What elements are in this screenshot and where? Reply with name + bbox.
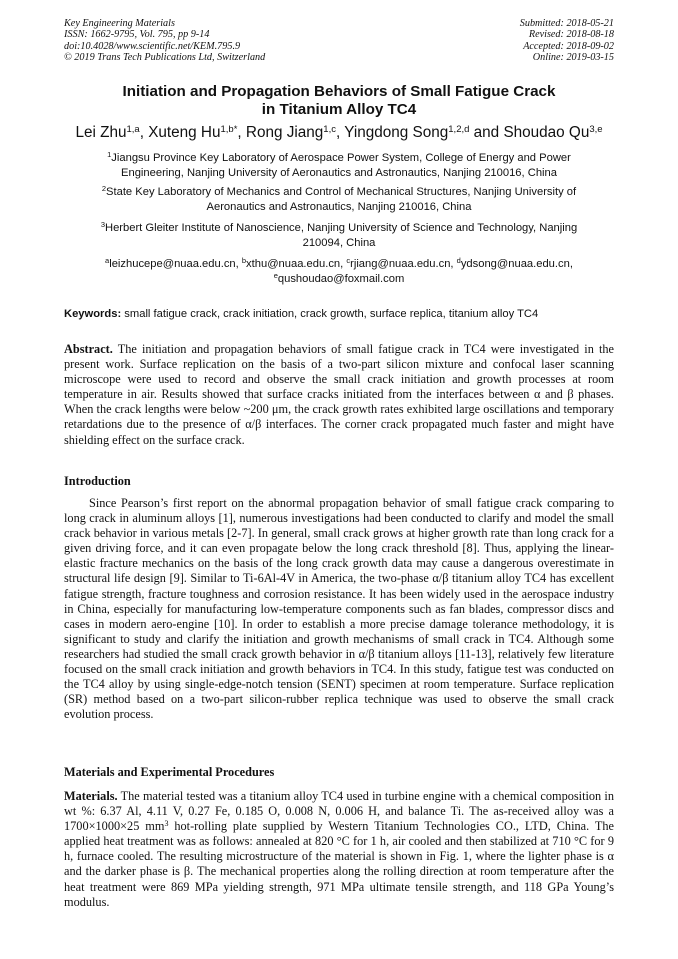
affiliation-line: Engineering, Nanjing University of Aeronautics and Astronautics, Nanjing 210016, China [121, 167, 557, 179]
author-affiliation-mark: 1,c [323, 124, 336, 135]
author-separator: and [469, 124, 504, 141]
journal-name: Key Engineering Materials [64, 18, 175, 29]
affiliation-line: Herbert Gleiter Institute of Nanoscience, Nanjing University of Science and Technology, Nanjing [104, 222, 578, 234]
author-affiliation-mark: 1,a [126, 124, 140, 135]
journal-copyright: © 2019 Trans Tech Publications Ltd, Switzerland [64, 52, 266, 64]
journal-info [64, 18, 265, 64]
email-address[interactable]: ydsong@nuaa.edu.cn, [460, 258, 573, 270]
materials-paragraph [64, 789, 614, 910]
introduction-paragraph: Since Pearson’s first report on the abnormal propagation behavior of small fatigue crack comparing to long crack in aluminum alloys [1], numerous investigations had been conducted to clarify and model the small crack behavior in various metals [2-7]. In general, small crack grows at higher growth rate than long crack for a given driving force, and it can even propagate below the long crack threshold [8]. Thus, applying the linear-elastic fracture mechanics on the basis of the long crack growth data may cause a dangerous overestimate in structural life design [9]. Similar to Ti-6Al-4V in America, the two-phase α/β titanium alloy TC4 has excellent fatigue strength, fracture toughness and corrosion resistance. It has been widely used in the aerospace industry in China, especially for manufacturing low-temperature components such as fan blades, compressor discs and cases in modern aero-engine [10]. In order to establish a more precise damage tolerance methodology, it is significant to study and clarify the initiation and growth mechanisms of small crack in TC4. Although some researchers had studied the small crack growth behavior in α/β titanium alloys [11-13], relatively few literature focused on the small crack initiation and growth behaviors in TC4. In this study, fatigue test was conducted on the TC4 alloy by using single-edge-notch tension (SENT) specimen at room temperature. Surface replication (SR) method based on a two-part silicon-rubber replica technique was used to observe the small crack evolution process. [64, 496, 614, 722]
journal-issn: ISSN: 1662-9795, Vol. 795, pp 9-14 [64, 29, 210, 41]
abstract-text: The initiation and propagation behaviors of small fatigue crack in TC4 were investigated in the present work. Surface replication on the basis of a two-part silicon mixture and confocal laser scanning microscope were used to record and observe the small crack initiation and growth processes at room temperature in air. Results showed that surface cracks initiated from the interfaces between α and β phases. When the crack lengths were below ~200 μm, the crack growth rates exhibited large oscillations and temporary retardations due to the presence of α/β interfaces. The corner crack propagated much faster and might have shielding effect on the surface crack. [64, 342, 614, 447]
affiliation-number: 3 [100, 220, 105, 229]
author-separator: , [139, 124, 149, 141]
materials-text: The material tested was a titanium alloy TC4 used in turbine engine with a chemical composition in wt %: 6.37 Al, 4.11 V, 0.27 Fe, 0.185 O, 0.008 N, 0.006 H, and balance Ti. The as-received alloy was a 1700×1000×25 mm [64, 789, 614, 834]
materials-label: Materials. [64, 789, 118, 803]
affiliation-line: State Key Laboratory of Mechanics and Control of Mechanical Structures, Nanjing University of [106, 186, 577, 198]
affiliation-3 [64, 221, 614, 251]
title-line: in Titanium Alloy TC4 [261, 101, 417, 118]
affiliation-line: Aeronautics and Astronautics, Nanjing 210016, China [206, 201, 472, 213]
submission-dates [520, 18, 614, 64]
email-address[interactable]: rjiang@nuaa.edu.cn, [350, 258, 457, 270]
author-separator: , [237, 124, 246, 141]
email-address[interactable]: xthu@nuaa.edu.cn, [246, 258, 347, 270]
affiliation-2 [64, 185, 614, 215]
email-mark: e [273, 271, 278, 280]
email-mark: a [105, 256, 110, 265]
affiliation-1 [64, 151, 614, 181]
date-accepted: Accepted: 2018-09-02 [523, 40, 614, 52]
email-address[interactable]: leizhucepe@nuaa.edu.cn, [109, 258, 242, 270]
unit-superscript: 3 [164, 819, 169, 829]
abstract [64, 342, 614, 448]
author-name: Shoudao Qu [503, 124, 590, 141]
affiliation-line: 210094, China [302, 237, 376, 249]
journal-doi: doi:10.4028/www.scientific.net/KEM.795.9 [64, 40, 241, 52]
affiliation-number: 1 [107, 150, 112, 159]
author-list [40, 124, 638, 142]
author-separator: , [335, 124, 345, 141]
materials-heading: Materials and Experimental Procedures [64, 765, 275, 779]
paper-title [64, 83, 614, 119]
affiliation-number: 2 [101, 184, 107, 193]
keywords-label: Keywords: [64, 308, 122, 320]
keywords [64, 307, 614, 322]
keywords-text: small fatigue crack, crack initiation, crack growth, surface replica, titanium alloy TC4 [121, 308, 539, 320]
materials-text: hot-rolling plate supplied by Western Titanium Technologies CO., LTD, China. The applied heat treatment was as follows: annealed at 820 °C for 1 h, air cooled and then stabilized at 710 °C for 9 h, furnace cooled. The resulting microstructure of the material is shown in Fig. 1, where the lighter phase is α and the darker phase is β. The mechanical properties along the rolling direction at room temperature after the heat treatment were 869 MPa yielding strength, 971 MPa ultimate tensile strength, and 118 GPa Young’s modulus. [64, 819, 614, 909]
date-submitted: Submitted: 2018-05-21 [519, 18, 614, 29]
email-mark: b [241, 256, 247, 265]
author-name: Lei Zhu [75, 124, 127, 141]
author-affiliation-mark: 3,e [589, 124, 603, 135]
email-mark: d [456, 256, 461, 265]
email-address[interactable]: qushoudao@foxmail.com [277, 273, 405, 285]
author-name: Xuteng Hu [148, 124, 221, 141]
author-affiliation-mark: 1,2,d [448, 124, 470, 135]
author-emails [64, 257, 614, 287]
email-mark: c [346, 256, 351, 265]
introduction-heading: Introduction [64, 474, 131, 488]
date-online: Online: 2019-03-15 [532, 52, 614, 64]
date-revised: Revised: 2018-08-18 [528, 29, 614, 41]
affiliation-line: Jiangsu Province Key Laboratory of Aerospace Power System, College of Energy and Power [111, 152, 571, 164]
author-name: Rong Jiang [245, 124, 324, 141]
title-line: Initiation and Propagation Behaviors of Small Fatigue Crack [122, 83, 556, 100]
author-name: Yingdong Song [344, 124, 449, 141]
author-affiliation-mark: 1,b* [220, 124, 238, 135]
abstract-label: Abstract. [64, 342, 113, 356]
